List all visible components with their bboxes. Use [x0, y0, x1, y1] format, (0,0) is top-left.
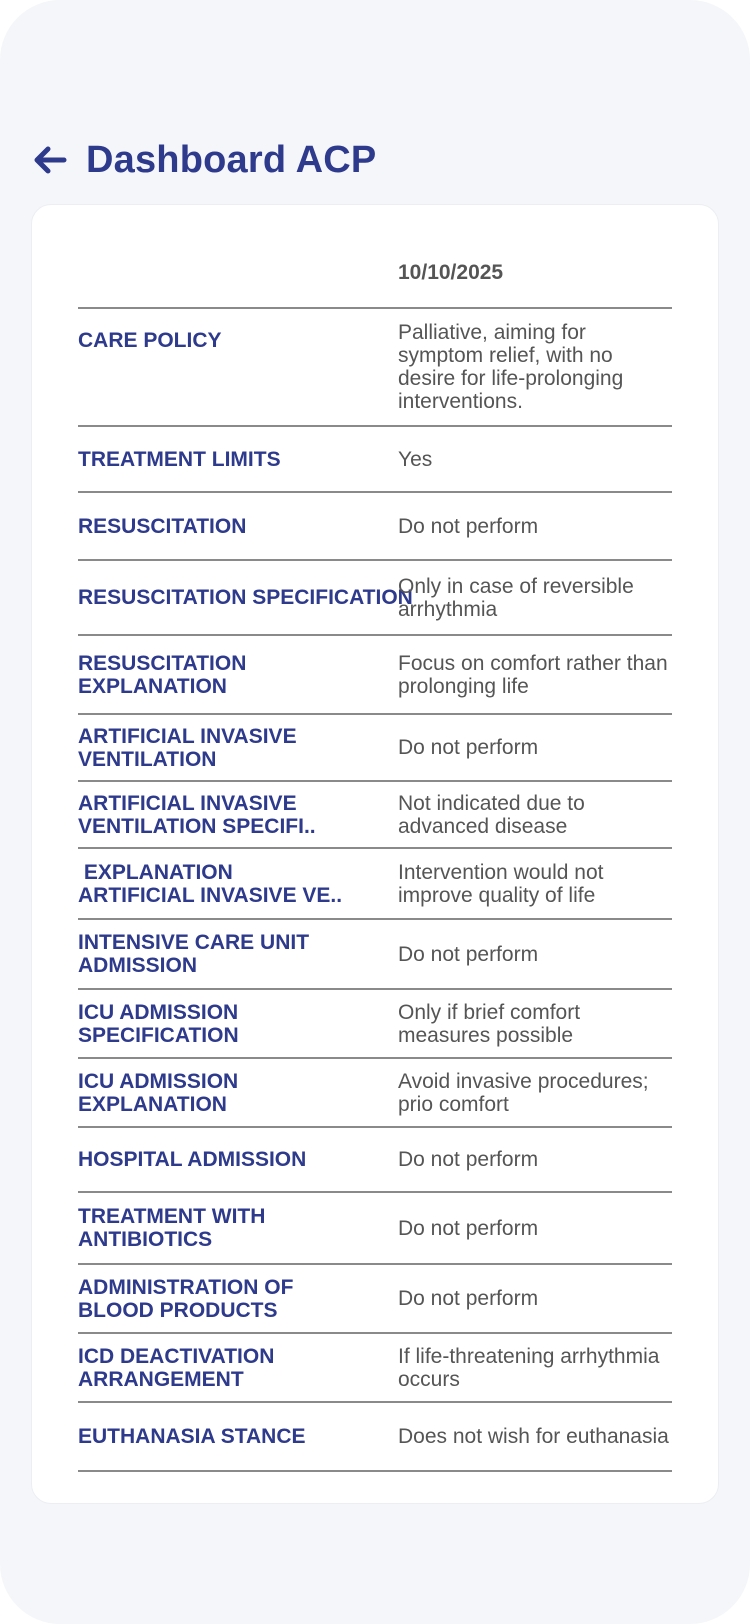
- page-title: Dashboard ACP: [86, 138, 377, 181]
- row-value: Does not wish for euthanasia: [398, 1425, 669, 1448]
- table-row: [78, 561, 672, 636]
- row-label: EUTHANASIA STANCE: [78, 1425, 306, 1448]
- arrow-left-icon: [32, 145, 68, 175]
- table-row: [78, 1193, 672, 1265]
- table-row: [78, 920, 672, 990]
- table-row: [78, 493, 672, 561]
- row-label: TREATMENT WITH ANTIBIOTICS: [78, 1205, 266, 1251]
- row-label: ARTIFICIAL INVASIVE VENTILATION SPECIFI..: [78, 791, 316, 838]
- back-button[interactable]: [30, 140, 70, 180]
- row-value: Avoid invasive procedures; prio comfort: [398, 1069, 649, 1116]
- row-label: ARTIFICIAL INVASIVE VENTILATION: [78, 724, 297, 771]
- row-value: Do not perform: [398, 1216, 539, 1240]
- row-value: Focus on comfort rather than prolonging life: [398, 651, 668, 698]
- table-row: [78, 1059, 672, 1128]
- header: [30, 130, 376, 190]
- table-row: [78, 1128, 672, 1193]
- acp-card: [31, 204, 719, 1504]
- column-date: 10/10/2025: [398, 261, 504, 284]
- table-row: [78, 309, 672, 427]
- row-value: Palliative, aiming for symptom relief, with no desire for life-prolonging interventions.: [398, 321, 624, 413]
- row-value: Only in case of reversible arrhythmia: [398, 574, 634, 621]
- table-row: [78, 1265, 672, 1334]
- table-row: [78, 1403, 672, 1472]
- row-value: Do not perform: [398, 942, 539, 966]
- row-label: ICD DEACTIVATION ARRANGEMENT: [78, 1344, 275, 1391]
- row-label: INTENSIVE CARE UNIT ADMISSION: [78, 931, 310, 977]
- date-header-row: [78, 255, 672, 309]
- row-label: CARE POLICY: [78, 329, 222, 352]
- row-value: Do not perform: [398, 514, 539, 538]
- row-value: If life-threatening arrhythmia occurs: [398, 1344, 660, 1391]
- table-row: [78, 715, 672, 782]
- row-value: Not indicated due to advanced disease: [398, 791, 585, 838]
- row-value: Only if brief comfort measures possible: [398, 1000, 581, 1047]
- table-row: [78, 990, 672, 1059]
- row-label: RESUSCITATION: [78, 514, 247, 538]
- row-label: EXPLANATION ARTIFICIAL INVASIVE VE..: [78, 860, 343, 907]
- table-row: [78, 636, 672, 715]
- row-label: HOSPITAL ADMISSION: [78, 1148, 307, 1171]
- acp-table: [78, 255, 672, 1472]
- row-label: RESUSCITATION EXPLANATION: [78, 651, 247, 698]
- row-value: Yes: [398, 447, 433, 471]
- row-label: ICU ADMISSION EXPLANATION: [78, 1069, 239, 1116]
- table-row: [78, 782, 672, 849]
- row-label: TREATMENT LIMITS: [78, 447, 281, 471]
- row-value: Do not perform: [398, 736, 539, 759]
- row-value: Do not perform: [398, 1287, 539, 1310]
- table-row: [78, 427, 672, 493]
- row-label: ADMINISTRATION OF BLOOD PRODUCTS: [78, 1275, 294, 1322]
- table-row: [78, 849, 672, 920]
- row-label: ICU ADMISSION SPECIFICATION: [78, 1000, 239, 1047]
- row-value: Intervention would not improve quality of life: [398, 860, 604, 907]
- row-value: Do not perform: [398, 1148, 539, 1171]
- row-label: RESUSCITATION SPECIFICATION: [78, 586, 413, 609]
- table-row: [78, 1334, 672, 1403]
